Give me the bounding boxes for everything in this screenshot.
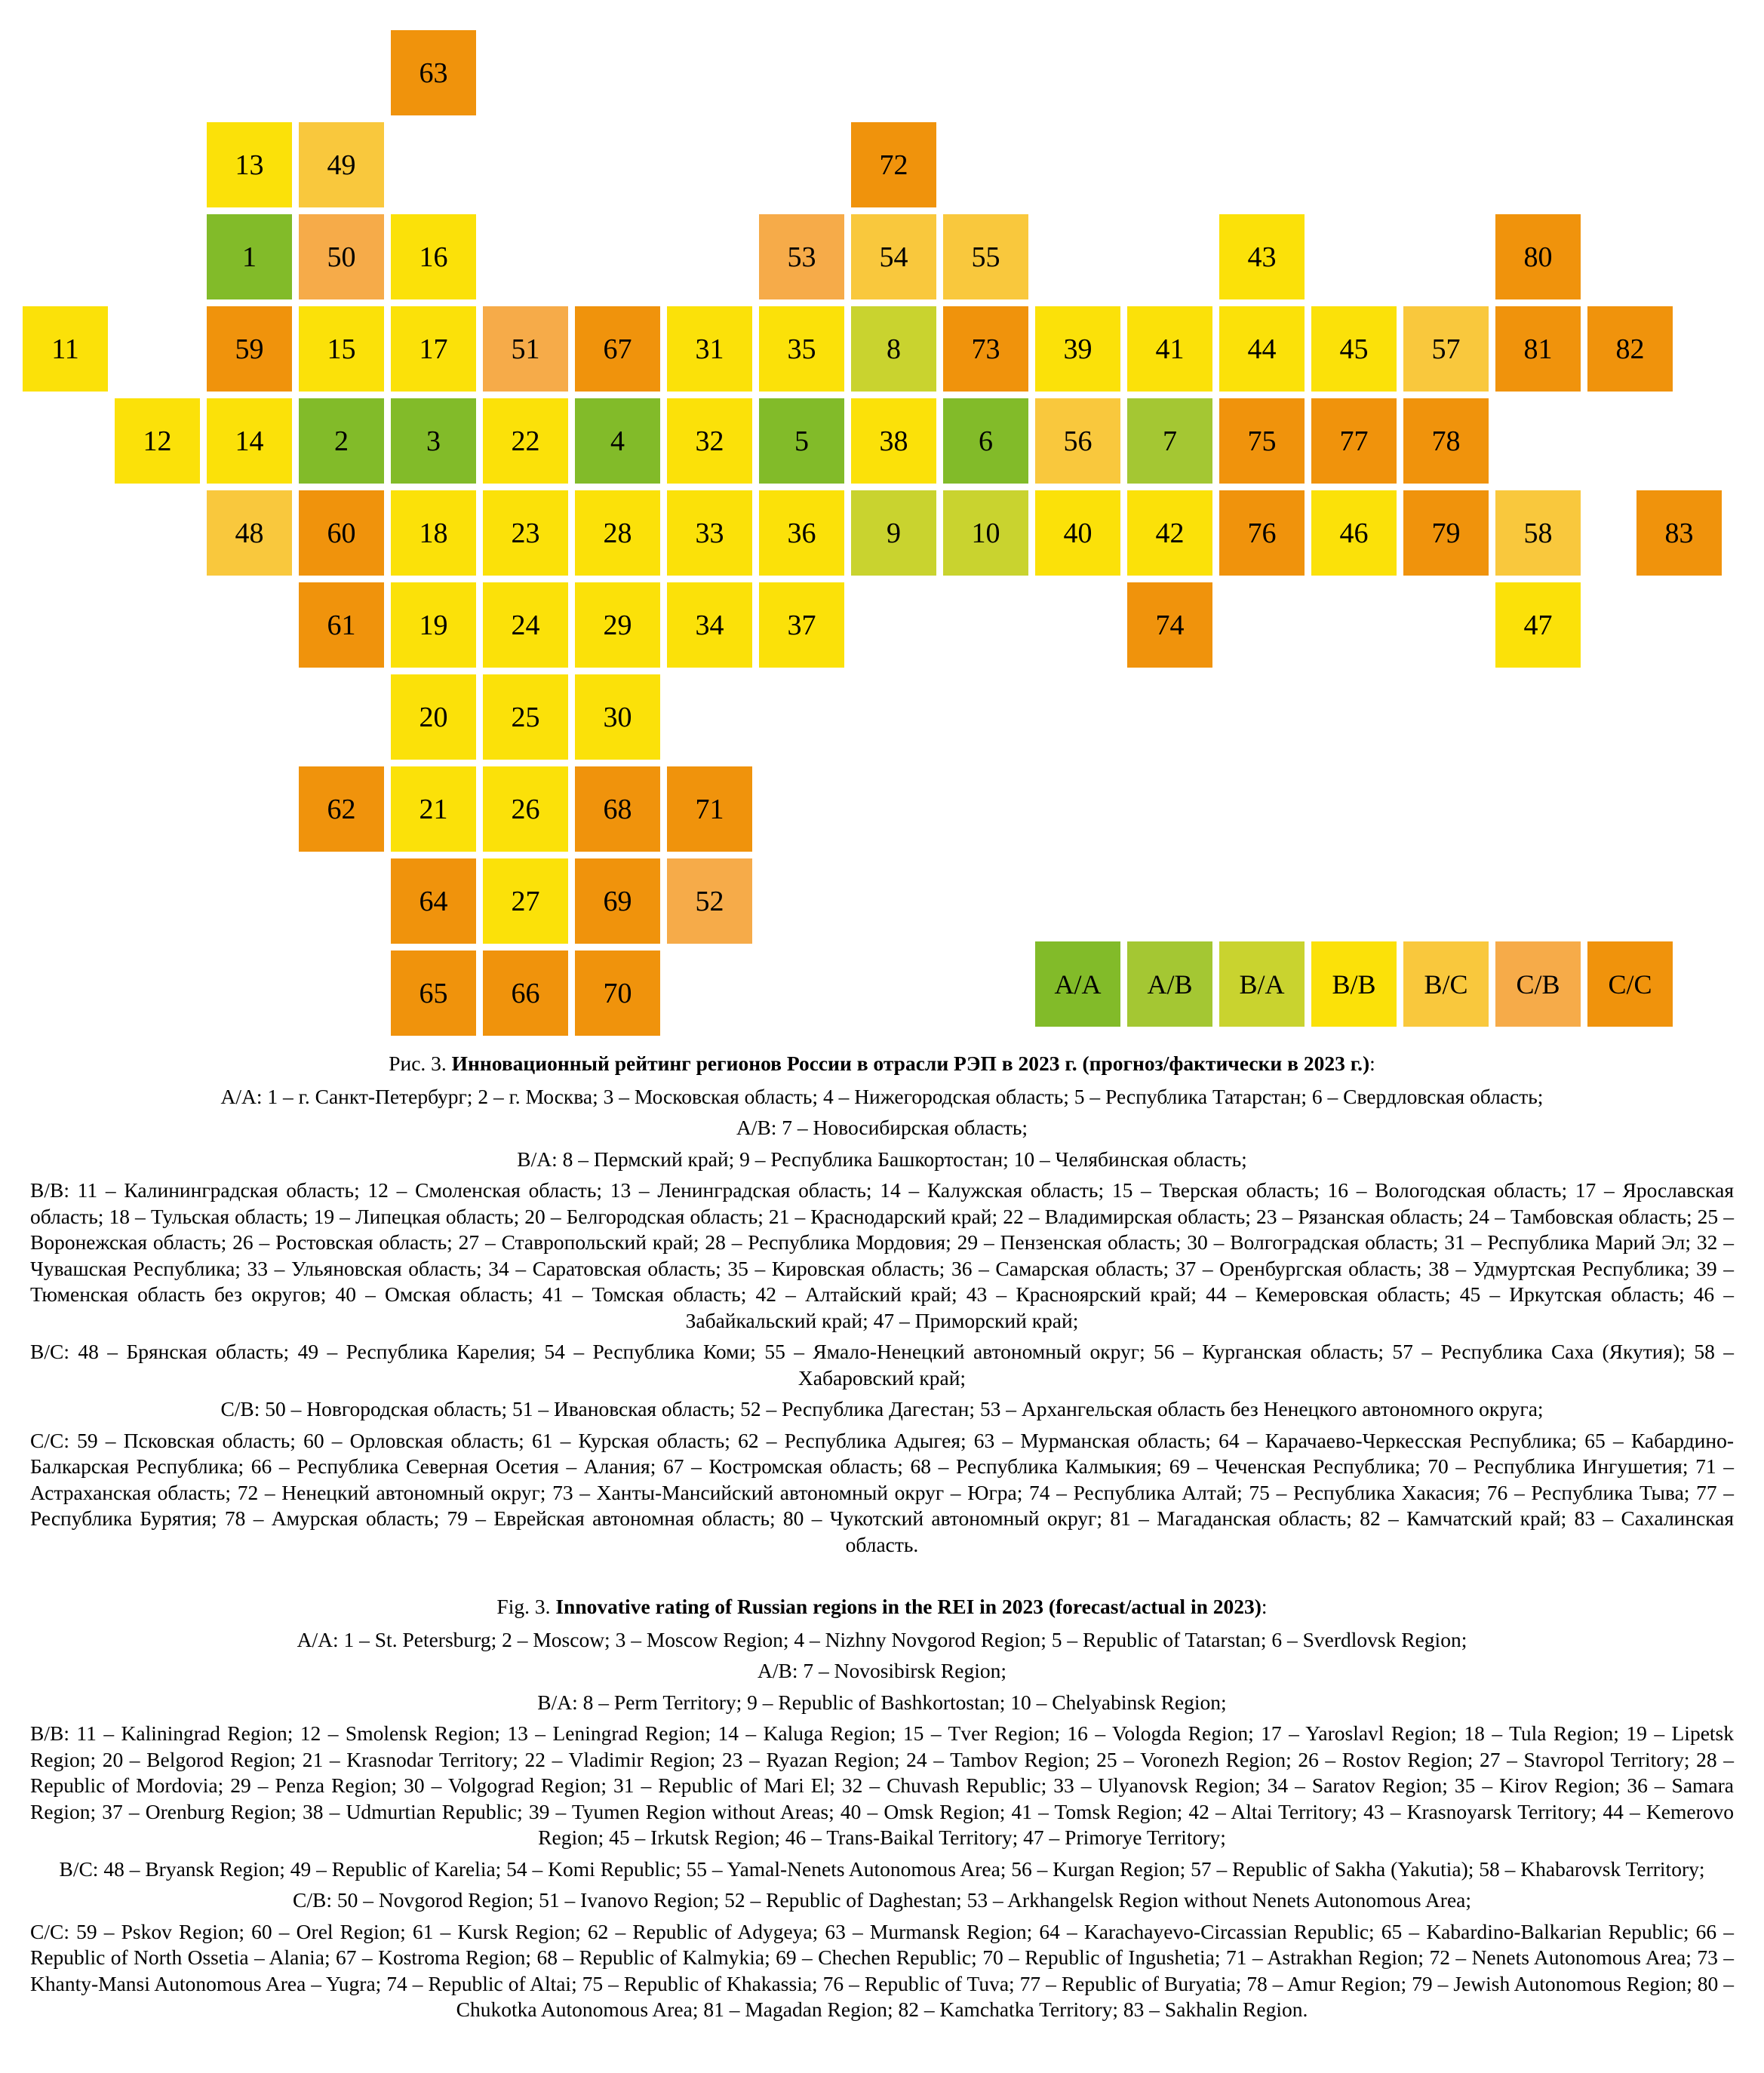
tile-26: 26	[483, 766, 568, 852]
caption-en-paragraph-3: B/A: 8 – Perm Territory; 9 – Republic of Bashkortostan; 10 – Chelyabinsk Region;	[537, 1690, 1227, 1714]
caption-en-paragraph-6: C/B: 50 – Novgorod Region; 51 – Ivanovo Region; 52 – Republic of Daghestan; 53 – Arkhangelsk Region without Nenets Autonomous Area;	[293, 1888, 1471, 1912]
caption-ru-paragraph-1: А/А: 1 – г. Санкт-Петербург; 2 – г. Москва; 3 – Московская область; 4 – Нижегородская область; 5 – Республика Татарстан; 6 – Свердловская область;	[220, 1084, 1544, 1108]
caption-ru-paragraph-7: С/С: 59 – Псковская область; 60 – Орловская область; 61 – Курская область; 62 – Республика Адыгея; 63 – Мурманская область; 64 – Карачаево-Черкесская Республика; 65 – Кабардино-Балкарская Республика; 66 – Республика Северная Осетия – Алания; 67 – Костромская область; 68 – Республика Калмыкия; 69 – Чеченская Республика; 70 – Республика Ингушетия; 71 – Астраханская область; 72 – Ненецкий автономный округ; 73 – Ханты-Мансийский автономный округ – Югра; 74 – Республика Алтай; 75 – Республика Хакасия; 76 – Республика Тыва; 77 – Республика Бурятия; 78 – Амурская область; 79 – Еврейская автономная область; 80 – Чукотский автономный округ; 81 – Магаданская область; 82 – Камчатский край; 83 – Сахалинская область.	[30, 1428, 1734, 1556]
tile-50: 50	[299, 214, 384, 299]
tile-20: 20	[391, 674, 476, 760]
tile-68: 68	[575, 766, 660, 852]
tile-22: 22	[483, 398, 568, 484]
tile-70: 70	[575, 951, 660, 1036]
legend-item-b-b: B/B	[1311, 941, 1397, 1027]
figure-label-en: Fig. 3.	[496, 1595, 556, 1618]
tile-25: 25	[483, 674, 568, 760]
tile-45: 45	[1311, 306, 1397, 392]
tile-61: 61	[299, 582, 384, 668]
tile-44: 44	[1219, 306, 1305, 392]
tile-76: 76	[1219, 490, 1305, 576]
tile-3: 3	[391, 398, 476, 484]
tile-82: 82	[1587, 306, 1673, 392]
tile-28: 28	[575, 490, 660, 576]
legend-item-b-a: B/A	[1219, 941, 1305, 1027]
tile-17: 17	[391, 306, 476, 392]
tile-32: 32	[667, 398, 752, 484]
tile-57: 57	[1403, 306, 1489, 392]
tile-48: 48	[207, 490, 292, 576]
tile-54: 54	[851, 214, 936, 299]
tile-10: 10	[943, 490, 1028, 576]
tile-29: 29	[575, 582, 660, 668]
tile-9: 9	[851, 490, 936, 576]
caption-ru-paragraph-6: С/В: 50 – Новгородская область; 51 – Ивановская область; 52 – Республика Дагестан; 53 – Архангельская область без Ненецкого автономного округа;	[220, 1397, 1544, 1420]
legend-item-c-b: C/B	[1495, 941, 1581, 1027]
tile-43: 43	[1219, 214, 1305, 299]
tile-36: 36	[759, 490, 844, 576]
tile-64: 64	[391, 858, 476, 944]
caption-ru-paragraphs	[30, 1084, 1734, 1559]
tile-75: 75	[1219, 398, 1305, 484]
tile-79: 79	[1403, 490, 1489, 576]
tile-13: 13	[207, 122, 292, 207]
tile-30: 30	[575, 674, 660, 760]
tile-35: 35	[759, 306, 844, 392]
caption-en-paragraph-7: C/C: 59 – Pskov Region; 60 – Orel Region; 61 – Kursk Region; 62 – Republic of Adygeya; 63 – Murmansk Region; 64 – Karachayevo-Circassian Republic; 65 – Kabardino-Balkarian Republic; 66 – Republic of North Ossetia – Alania; 67 – Kostroma Region; 68 – Republic of Kalmykia; 69 – Chechen Republic; 70 – Republic of Ingushetia; 71 – Astrakhan Region; 72 – Nenets Autonomous Area; 73 – Khanty-Mansi Autonomous Area – Yugra; 74 – Republic of Altai; 75 – Republic of Khakassia; 76 – Republic of Tuva; 77 – Republic of Buryatia; 78 – Amur Region; 79 – Jewish Autonomous Region; 80 – Chukotka Autonomous Area; 81 – Magadan Region; 82 – Kamchatka Territory; 83 – Sakhalin Region.	[30, 1919, 1734, 2021]
tile-80: 80	[1495, 214, 1581, 299]
tile-63: 63	[391, 30, 476, 115]
tile-27: 27	[483, 858, 568, 944]
tile-15: 15	[299, 306, 384, 392]
legend-item-b-c: B/C	[1403, 941, 1489, 1027]
tile-37: 37	[759, 582, 844, 668]
tile-14: 14	[207, 398, 292, 484]
caption-en-paragraphs	[30, 1627, 1734, 2023]
tile-34: 34	[667, 582, 752, 668]
tile-51: 51	[483, 306, 568, 392]
tile-40: 40	[1035, 490, 1120, 576]
caption-en	[30, 1594, 1734, 2023]
tile-42: 42	[1127, 490, 1212, 576]
tile-46: 46	[1311, 490, 1397, 576]
tile-21: 21	[391, 766, 476, 852]
tile-47: 47	[1495, 582, 1581, 668]
tile-56: 56	[1035, 398, 1120, 484]
tile-77: 77	[1311, 398, 1397, 484]
tile-55: 55	[943, 214, 1028, 299]
tile-18: 18	[391, 490, 476, 576]
tile-5: 5	[759, 398, 844, 484]
tile-67: 67	[575, 306, 660, 392]
tile-8: 8	[851, 306, 936, 392]
tile-59: 59	[207, 306, 292, 392]
tile-66: 66	[483, 951, 568, 1036]
figure-title-ru-colon: :	[1369, 1052, 1375, 1075]
caption-en-paragraph-5: B/C: 48 – Bryansk Region; 49 – Republic of Karelia; 54 – Komi Republic; 55 – Yamal-Nenets Autonomous Area; 56 – Kurgan Region; 57 – Republic of Sakha (Yakutia); 58 – Khabarovsk Territory;	[59, 1856, 1705, 1881]
tile-16: 16	[391, 214, 476, 299]
tile-72: 72	[851, 122, 936, 207]
tile-24: 24	[483, 582, 568, 668]
tile-41: 41	[1127, 306, 1212, 392]
tile-73: 73	[943, 306, 1028, 392]
caption-en-paragraph-4: B/B: 11 – Kaliningrad Region; 12 – Smolensk Region; 13 – Leningrad Region; 14 – Kaluga Region; 15 – Tver Region; 16 – Vologda Region; 17 – Yaroslavl Region; 18 – Tula Region; 19 – Lipetsk Region; 20 – Belgorod Region; 21 – Krasnodar Territory; 22 – Vladimir Region; 23 – Ryazan Region; 24 – Tambov Region; 25 – Voronezh Region; 26 – Rostov Region; 27 – Stavropol Territory; 28 – Republic of Mordovia; 29 – Penza Region; 30 – Volgograd Region; 31 – Republic of Mari El; 32 – Chuvash Republic; 33 – Ulyanovsk Region; 34 – Saratov Region; 35 – Kirov Region; 36 – Samara Region; 37 – Orenburg Region; 38 – Udmurtian Republic; 39 – Tyumen Region without Areas; 40 – Omsk Region; 41 – Tomsk Region; 42 – Altai Territory; 43 – Krasnoyarsk Territory; 44 – Kemerovo Region; 45 – Irkutsk Region; 46 – Trans-Baikal Territory; 47 – Primorye Territory;	[30, 1721, 1734, 1849]
tile-78: 78	[1403, 398, 1489, 484]
figure-label-ru: Рис. 3.	[389, 1052, 452, 1075]
caption-en-paragraph-2: A/B: 7 – Novosibirsk Region;	[757, 1659, 1006, 1682]
caption-ru-paragraph-5: В/С: 48 – Брянская область; 49 – Республика Карелия; 54 – Республика Коми; 55 – Ямало-Ненецкий автономный округ; 56 – Курганская область; 57 – Республика Саха (Якутия); 58 – Хабаровский край;	[30, 1340, 1734, 1390]
tile-6: 6	[943, 398, 1028, 484]
tile-81: 81	[1495, 306, 1581, 392]
caption-en-paragraph-1: A/A: 1 – St. Petersburg; 2 – Moscow; 3 – Moscow Region; 4 – Nizhny Novgorod Region; 5 – Republic of Tatarstan; 6 – Sverdlovsk Region;	[297, 1627, 1467, 1651]
tile-11: 11	[23, 306, 108, 392]
legend-item-a-a: A/A	[1035, 941, 1120, 1027]
tile-58: 58	[1495, 490, 1581, 576]
tile-60: 60	[299, 490, 384, 576]
tile-62: 62	[299, 766, 384, 852]
tile-12: 12	[115, 398, 200, 484]
tile-69: 69	[575, 858, 660, 944]
figure-title-en-colon: :	[1261, 1595, 1268, 1618]
tile-2: 2	[299, 398, 384, 484]
figure-title-ru-bold: Инновационный рейтинг регионов России в отрасли РЭП в 2023 г. (прогноз/фактически в 2023 г.)	[451, 1052, 1370, 1075]
tile-53: 53	[759, 214, 844, 299]
tile-83: 83	[1636, 490, 1722, 576]
tile-31: 31	[667, 306, 752, 392]
caption-ru-paragraph-3: В/А: 8 – Пермский край; 9 – Республика Башкортостан; 10 – Челябинская область;	[517, 1147, 1247, 1171]
tile-1: 1	[207, 214, 292, 299]
legend-item-c-c: C/C	[1587, 941, 1673, 1027]
caption-ru	[30, 1051, 1734, 1558]
figure-title-ru	[30, 1051, 1734, 1077]
tile-4: 4	[575, 398, 660, 484]
legend-item-a-b: A/B	[1127, 941, 1212, 1027]
tile-7: 7	[1127, 398, 1212, 484]
tile-38: 38	[851, 398, 936, 484]
tile-49: 49	[299, 122, 384, 207]
tile-71: 71	[667, 766, 752, 852]
tile-19: 19	[391, 582, 476, 668]
tile-74: 74	[1127, 582, 1212, 668]
tile-52: 52	[667, 858, 752, 944]
tile-33: 33	[667, 490, 752, 576]
caption-ru-paragraph-2: А/В: 7 – Новосибирская область;	[736, 1116, 1028, 1139]
tile-39: 39	[1035, 306, 1120, 392]
tile-23: 23	[483, 490, 568, 576]
tile-65: 65	[391, 951, 476, 1036]
figure-title-en	[30, 1594, 1734, 1620]
figure-captions	[30, 1051, 1734, 2028]
caption-ru-paragraph-4: В/В: 11 – Калининградская область; 12 – Смоленская область; 13 – Ленинградская область; 14 – Калужская область; 15 – Тверская область; 16 – Вологодская область; 17 – Ярославская область; 18 – Тульская область; 19 – Липецкая область; 20 – Белгородская область; 21 – Краснодарский край; 22 – Владимирская область; 23 – Рязанская область; 24 – Тамбовская область; 25 – Воронежская область; 26 – Ростовская область; 27 – Ставропольский край; 28 – Республика Мордовия; 29 – Пензенская область; 30 – Волгоградская область; 31 – Республика Марий Эл; 32 – Чувашская Республика; 33 – Ульяновская область; 34 – Саратовская область; 35 – Кировская область; 36 – Самарская область; 37 – Оренбургская область; 38 – Удмуртская Республика; 39 – Тюменская область без округов; 40 – Омская область; 41 – Томская область; 42 – Алтайский край; 43 – Красноярский край; 44 – Кемеровская область; 45 – Иркутская область; 46 – Забайкальский край; 47 – Приморский край;	[30, 1178, 1734, 1332]
figure-title-en-bold: Innovative rating of Russian regions in the REI in 2023 (forecast/actual in 2023)	[555, 1595, 1262, 1618]
